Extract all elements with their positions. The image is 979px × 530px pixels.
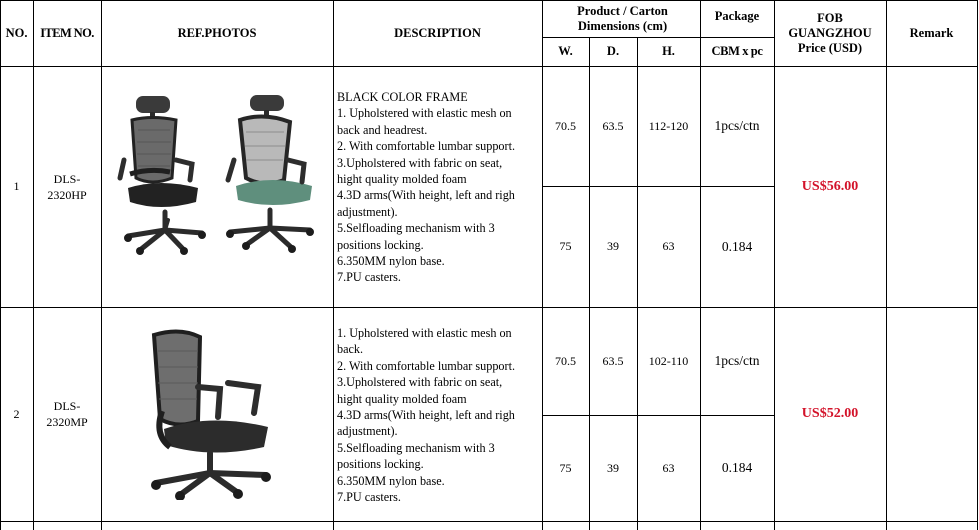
header-description: DESCRIPTION xyxy=(394,25,481,40)
row-2-carton-h: 63 xyxy=(662,460,675,475)
header-fob-price: FOB GUANGZHOU Price (USD) xyxy=(788,10,872,55)
header-package: Package xyxy=(714,9,760,23)
row-2-product-d: 63.5 xyxy=(602,353,624,368)
header-h: H. xyxy=(662,44,675,58)
row-1-carton-d: 39 xyxy=(607,239,619,253)
row-1-price: US$56.00 xyxy=(801,178,859,194)
grid-line xyxy=(977,0,978,530)
row-1-cbm: 0.184 xyxy=(721,238,753,254)
row-1-remark xyxy=(886,66,977,307)
grid-line xyxy=(0,521,978,522)
row-2-carton-w: 75 xyxy=(559,460,572,475)
chair-photo-hp-black xyxy=(110,90,210,255)
row-1-product-h: 112-120 xyxy=(648,118,689,133)
row-2-price: US$52.00 xyxy=(801,406,859,421)
row-2-remark xyxy=(886,307,977,521)
header-dimensions: Product / Carton Dimensions (cm) xyxy=(577,3,668,33)
row-2-carton-d: 39 xyxy=(607,460,619,475)
header-no: NO. xyxy=(5,25,28,40)
row-1-item-no: DLS- 2320HP xyxy=(47,171,87,202)
row-2-item-no: DLS- 2320MP xyxy=(46,399,88,429)
row-2-cbm: 0.184 xyxy=(721,460,753,475)
grid-line xyxy=(101,0,102,530)
header-item-no: ITEM NO. xyxy=(40,25,94,40)
row-1-carton-h: 63 xyxy=(662,239,675,253)
row-2-no: 2 xyxy=(13,406,20,421)
row-1-carton-w: 75 xyxy=(559,239,572,253)
header-d: D. xyxy=(606,44,620,58)
header-remark: Remark xyxy=(909,25,954,40)
row-2-product-w: 70.5 xyxy=(555,353,576,368)
row-2-description: 1. Upholstered with elastic mesh on back. 2. With comfortable lumbar support. 3.Upholstered with fabric on seat, hight quality molded foam 4.3D arms(With height, left and righ adjustment). 5.Selfloading mechanism with 3 positions locking. 6.350MM nylon base. 7.PU casters. xyxy=(337,326,515,505)
row-1-description: BLACK COLOR FRAME 1. Upholstered with elastic mesh on back and headrest. 2. With comfortable lumbar support. 3.Upholstered with fabric on seat, hight quality molded foam 4.3D arms(With height, left and righ adjustment). 5.Selfloading mechanism with 3 positions locking. 6.350MM nylon base. 7.PU casters. xyxy=(337,90,515,285)
chair-photo-hp-green xyxy=(220,90,320,255)
grid-line xyxy=(333,0,334,530)
row-2-package: 1pcs/ctn xyxy=(714,353,760,368)
row-1-no: 1 xyxy=(13,179,20,193)
row-1-package: 1pcs/ctn xyxy=(714,118,760,133)
row-2-product-h: 102-110 xyxy=(648,353,689,368)
row-1-product-d: 63.5 xyxy=(602,118,624,133)
row-1-product-w: 70.5 xyxy=(555,118,576,133)
chair-photo-mp-black xyxy=(140,325,275,500)
header-w: W. xyxy=(558,44,573,58)
header-ref-photos: REF.PHOTOS xyxy=(177,25,257,40)
header-cbm: CBM x pc xyxy=(711,44,763,58)
